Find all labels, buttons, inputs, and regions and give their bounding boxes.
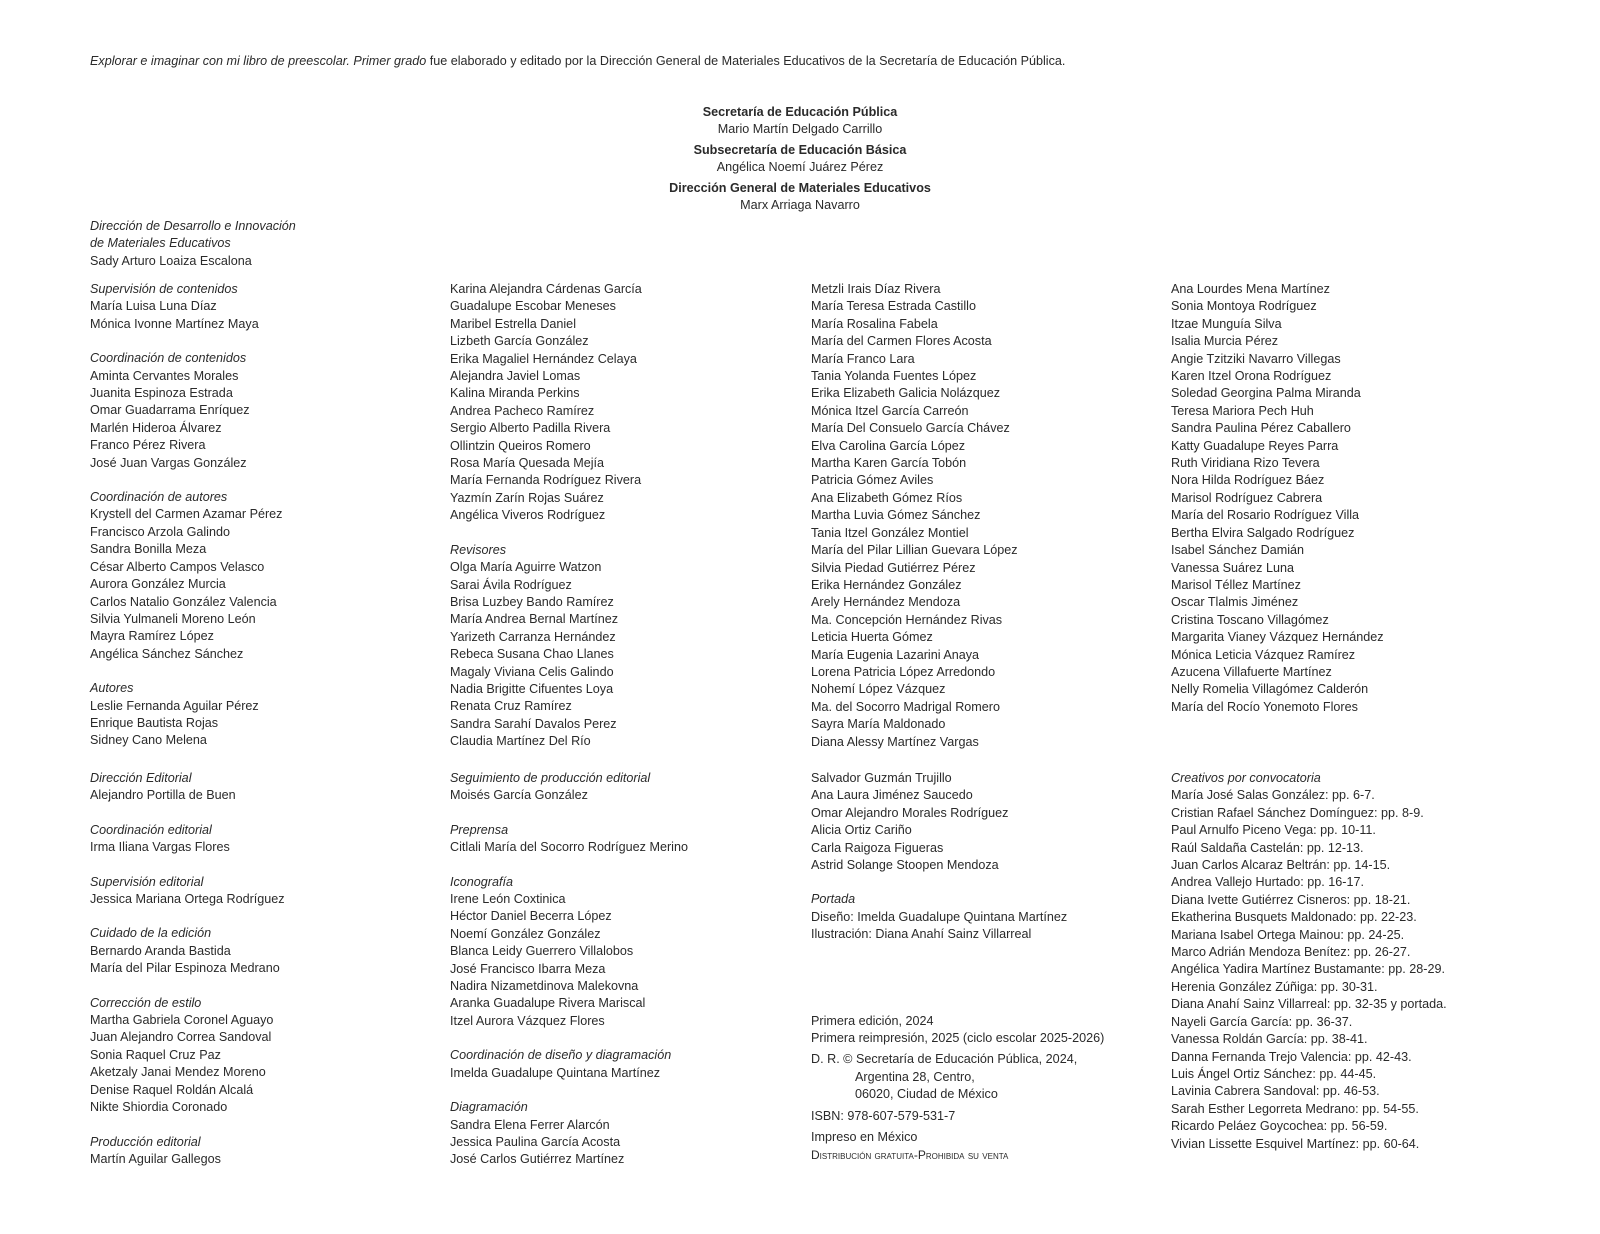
- credit-name: Ana Lourdes Mena Martínez: [1171, 282, 1330, 296]
- credit-name: Alicia Ortiz Cariño: [811, 823, 912, 838]
- credit-name: María Del Consuelo García Chávez: [811, 421, 1010, 436]
- section-title: Creativos por convocatoria: [1171, 771, 1321, 785]
- section-title: Portada: [811, 892, 856, 907]
- credit-name: Sidney Cano Melena: [90, 733, 207, 748]
- credit-name: Mónica Ivonne Martínez Maya: [90, 316, 259, 331]
- credit-name: Vanessa Suárez Luna: [1171, 560, 1294, 575]
- spacer: [450, 1030, 688, 1047]
- credit-name: Claudia Martínez Del Río: [450, 734, 591, 749]
- credits-column-4: [1171, 281, 1384, 716]
- credit-name: Ollintzin Queiros Romero: [450, 438, 591, 453]
- credit-name: Ruth Viridiana Rizo Tevera: [1171, 456, 1320, 471]
- credit-name: Enrique Bautista Rojas: [90, 715, 219, 730]
- credit-name: María José Salas González: pp. 6-7.: [1171, 788, 1375, 803]
- credit-name: Brisa Luzbey Bando Ramírez: [450, 594, 614, 609]
- credit-name: Andrea Vallejo Hurtado: pp. 16-17.: [1171, 875, 1364, 890]
- spacer: [450, 1082, 688, 1099]
- credit-name: Elva Carolina García López: [811, 438, 966, 453]
- intro-text: fue elaborado y editado por la Dirección General de Materiales Educativos de la Secretaría de Educación Pública.: [426, 54, 1066, 68]
- credit-name: César Alberto Campos Velasco: [90, 559, 265, 574]
- section-title: de Materiales Educativos: [90, 236, 231, 251]
- credit-name: Sandra Bonilla Meza: [90, 542, 207, 557]
- credit-name: Martín Aguilar Gallegos: [90, 1151, 221, 1166]
- credit-name: Angélica Yadira Martínez Bustamante: pp. 28-29.: [1171, 962, 1445, 977]
- credit-name: Sonia Raquel Cruz Paz: [90, 1047, 221, 1062]
- credit-name: Sarai Ávila Rodríguez: [450, 577, 572, 592]
- credit-name: Bertha Elvira Salgado Rodríguez: [1171, 525, 1355, 540]
- bottom-credits-column-2: [450, 770, 688, 1169]
- credit-name: Diana Anahí Sainz Villarreal: pp. 32-35 y portada.: [1171, 997, 1447, 1012]
- credit-name: Olga María Aguirre Watzon: [450, 560, 602, 575]
- section-title: Dirección de Desarrollo e Innovación: [90, 219, 296, 233]
- section-title: Supervisión de contenidos: [90, 282, 238, 296]
- credit-name: Sarah Esther Legorreta Medrano: pp. 54-55.: [1171, 1101, 1419, 1116]
- credit-name: Martha Gabriela Coronel Aguayo: [90, 1013, 274, 1028]
- credit-name: Carla Raigoza Figueras: [811, 840, 944, 855]
- credit-name: Karina Alejandra Cárdenas García: [450, 282, 642, 296]
- credit-name: Alejandra Javiel Lomas: [450, 369, 581, 384]
- credit-name: José Carlos Gutiérrez Martínez: [450, 1152, 625, 1167]
- credit-name: Franco Pérez Rivera: [90, 438, 206, 453]
- credit-name: Sonia Montoya Rodríguez: [1171, 299, 1317, 314]
- credit-name: Nadira Nizametdinova Malekovna: [450, 979, 639, 994]
- spacer: [90, 472, 282, 489]
- credit-name: Irene León Coxtinica: [450, 892, 566, 907]
- credit-name: María del Pilar Espinoza Medrano: [90, 961, 280, 976]
- credit-name: Leslie Fernanda Aguilar Pérez: [90, 698, 259, 713]
- spacer: [90, 805, 285, 822]
- credit-name: Magaly Viviana Celis Galindo: [450, 664, 614, 679]
- bottom-credits-column-4: [1171, 770, 1447, 1153]
- credit-name: Jessica Mariana Ortega Rodríguez: [90, 892, 285, 907]
- credit-name: Sady Arturo Loaiza Escalona: [90, 253, 252, 268]
- credit-name: María del Rocío Yonemoto Flores: [1171, 699, 1358, 714]
- credit-name: Aurora González Murcia: [90, 577, 226, 592]
- org-name: Subsecretaría de Educación Básica: [693, 142, 907, 157]
- credit-name: Nayeli García García: pp. 36-37.: [1171, 1014, 1353, 1029]
- credit-name: Vivian Lissette Esquivel Martínez: pp. 60-64.: [1171, 1136, 1420, 1151]
- credit-name: Metzli Irais Díaz Rivera: [811, 282, 941, 296]
- credit-name: Martha Luvia Gómez Sánchez: [811, 508, 981, 523]
- credit-name: Margarita Vianey Vázquez Hernández: [1171, 630, 1384, 645]
- credit-name: Ilustración: Diana Anahí Sainz Villarreal: [811, 927, 1032, 942]
- credit-name: Aketzaly Janai Mendez Moreno: [90, 1065, 266, 1080]
- credit-name: María Rosalina Fabela: [811, 316, 938, 331]
- credit-name: Tania Yolanda Fuentes López: [811, 369, 977, 384]
- credit-name: María Teresa Estrada Castillo: [811, 299, 976, 314]
- credit-name: Omar Alejandro Morales Rodríguez: [811, 805, 1009, 820]
- credit-name: Ma. Concepción Hernández Rivas: [811, 612, 1003, 627]
- spacer: [90, 908, 285, 925]
- credit-name: Aranka Guadalupe Rivera Mariscal: [450, 996, 646, 1011]
- section-title: Cuidado de la edición: [90, 926, 212, 941]
- spacer: [811, 944, 1104, 1013]
- credit-name: Yazmín Zarín Rojas Suárez: [450, 490, 604, 505]
- credit-name: Salvador Guzmán Trujillo: [811, 771, 952, 785]
- credit-name: Denise Raquel Roldán Alcalá: [90, 1082, 254, 1097]
- credit-name: Ana Laura Jiménez Saucedo: [811, 788, 973, 803]
- credit-name: Angélica Viveros Rodríguez: [450, 508, 606, 523]
- credit-name: María Andrea Bernal Martínez: [450, 612, 618, 627]
- credit-name: Lizbeth García González: [450, 334, 589, 349]
- credit-name: José Juan Vargas González: [90, 455, 247, 470]
- credit-name: Juan Carlos Alcaraz Beltrán: pp. 14-15.: [1171, 858, 1391, 873]
- copyright-line: Argentina 28, Centro,: [855, 1069, 975, 1084]
- credit-name: Sandra Elena Ferrer Alarcón: [450, 1117, 610, 1132]
- section-title: Coordinación de autores: [90, 490, 228, 505]
- credit-name: Karen Itzel Orona Rodríguez: [1171, 369, 1332, 384]
- credit-name: Lorena Patricia López Arredondo: [811, 664, 996, 679]
- credits-column-3: [811, 281, 1018, 751]
- credit-name: Angie Tzitziki Navarro Villegas: [1171, 351, 1341, 366]
- spacer: [90, 333, 282, 350]
- credit-name: Raúl Saldaña Castelán: pp. 12-13.: [1171, 840, 1364, 855]
- section-title: Dirección Editorial: [90, 771, 192, 785]
- credit-name: Rebeca Susana Chao Llanes: [450, 647, 614, 662]
- isbn: ISBN: 978-607-579-531-7: [811, 1108, 956, 1123]
- credit-name: Luis Ángel Ortiz Sánchez: pp. 44-45.: [1171, 1066, 1377, 1081]
- spacer: [90, 978, 285, 995]
- org-name: Dirección General de Materiales Educativos: [669, 180, 931, 195]
- credit-name: Nelly Romelia Villagómez Calderón: [1171, 682, 1369, 697]
- credit-name: Héctor Daniel Becerra López: [450, 909, 612, 924]
- credit-name: Marisol Téllez Martínez: [1171, 577, 1301, 592]
- credit-name: Soledad Georgina Palma Miranda: [1171, 386, 1361, 401]
- credit-name: Vanessa Roldán García: pp. 38-41.: [1171, 1032, 1368, 1047]
- spacer: [450, 805, 688, 822]
- credit-name: Diana Alessy Martínez Vargas: [811, 734, 979, 749]
- credit-name: Noemí González González: [450, 926, 601, 941]
- credit-name: Primera edición, 2024: [811, 1013, 934, 1028]
- credit-name: Blanca Leidy Guerrero Villalobos: [450, 944, 634, 959]
- credit-name: Teresa Mariora Pech Huh: [1171, 403, 1314, 418]
- section-title: Revisores: [450, 542, 506, 557]
- credit-name: María Eugenia Lazarini Anaya: [811, 647, 980, 662]
- credit-name: Cristina Toscano Villagómez: [1171, 612, 1329, 627]
- credit-name: Tania Itzel González Montiel: [811, 525, 969, 540]
- org-head: Mario Martín Delgado Carrillo: [717, 122, 883, 137]
- credit-name: Sandra Sarahí Davalos Perez: [450, 716, 617, 731]
- credit-name: Ricardo Peláez Goycochea: pp. 56-59.: [1171, 1119, 1388, 1134]
- credit-name: Arely Hernández Mendoza: [811, 595, 961, 610]
- copyright-line: D. R. © Secretaría de Educación Pública, 2024,: [811, 1052, 1078, 1067]
- credit-name: Alejandro Portilla de Buen: [90, 788, 236, 803]
- credit-name: Mayra Ramírez López: [90, 629, 214, 644]
- section-title: Preprensa: [450, 822, 509, 837]
- credit-name: Irma Iliana Vargas Flores: [90, 840, 230, 855]
- credit-name: Maribel Estrella Daniel: [450, 316, 576, 331]
- credit-name: María Franco Lara: [811, 351, 915, 366]
- credit-name: José Francisco Ibarra Meza: [450, 961, 606, 976]
- spacer: [450, 525, 642, 542]
- credit-name: Cristian Rafael Sánchez Domínguez: pp. 8-9.: [1171, 805, 1424, 820]
- spacer: [90, 1117, 285, 1134]
- credit-name: Marlén Hideroa Álvarez: [90, 420, 222, 435]
- credit-name: Astrid Solange Stoopen Mendoza: [811, 858, 999, 873]
- credits-column-1: [90, 281, 282, 750]
- credit-name: Danna Fernanda Trejo Valencia: pp. 42-43.: [1171, 1049, 1412, 1064]
- section-title: Iconografía: [450, 874, 514, 889]
- credit-name: Nohemí López Vázquez: [811, 682, 946, 697]
- section-title: Diagramación: [450, 1100, 528, 1115]
- credit-name: Martha Karen García Tobón: [811, 456, 967, 471]
- credit-name: Diana Ivette Gutiérrez Cisneros: pp. 18-21.: [1171, 892, 1411, 907]
- credits-column-2: [450, 281, 642, 751]
- intro-paragraph: [90, 53, 1510, 69]
- credit-name: Krystell del Carmen Azamar Pérez: [90, 507, 283, 522]
- credit-name: Oscar Tlalmis Jiménez: [1171, 595, 1299, 610]
- credit-name: Primera reimpresión, 2025 (ciclo escolar 2025-2026): [811, 1031, 1105, 1046]
- spacer: [90, 663, 282, 680]
- credit-name: Nadia Brigitte Cifuentes Loya: [450, 681, 614, 696]
- section-title: Corrección de estilo: [90, 995, 202, 1010]
- credit-name: Nora Hilda Rodríguez Báez: [1171, 473, 1325, 488]
- credit-name: Sergio Alberto Padilla Rivera: [450, 421, 611, 436]
- credit-name: Rosa María Quesada Mejía: [450, 456, 604, 471]
- credit-name: Angélica Sánchez Sánchez: [90, 646, 244, 661]
- credit-name: Ma. del Socorro Madrigal Romero: [811, 699, 1000, 714]
- credit-name: Marisol Rodríguez Cabrera: [1171, 490, 1323, 505]
- credit-name: Omar Guadarrama Enríquez: [90, 403, 250, 418]
- credit-name: Leticia Huerta Gómez: [811, 630, 933, 645]
- credit-name: Erika Elizabeth Galicia Nolázquez: [811, 386, 1000, 401]
- credit-name: Ekatherina Busquets Maldonado: pp. 22-23.: [1171, 910, 1417, 925]
- credit-name: Bernardo Aranda Bastida: [90, 943, 231, 958]
- book-title: Explorar e imaginar con mi libro de preescolar. Primer grado: [90, 54, 427, 68]
- credit-name: Patricia Gómez Aviles: [811, 473, 934, 488]
- bottom-credits-column-3: [811, 770, 1104, 1164]
- credit-name: Mónica Leticia Vázquez Ramírez: [1171, 647, 1356, 662]
- credit-name: Paul Arnulfo Piceno Vega: pp. 10-11.: [1171, 823, 1376, 838]
- credit-name: Lavinia Cabrera Sandoval: pp. 46-53.: [1171, 1084, 1380, 1099]
- spacer: [90, 857, 285, 874]
- distribution-notice: Distribución gratuita-Prohibida su venta: [811, 1147, 1009, 1162]
- credit-name: Sandra Paulina Pérez Caballero: [1171, 421, 1351, 436]
- section-title: Coordinación de contenidos: [90, 351, 247, 366]
- credit-name: Aminta Cervantes Morales: [90, 368, 239, 383]
- credit-name: Itzel Aurora Vázquez Flores: [450, 1013, 605, 1028]
- copyright-line: 06020, Ciudad de México: [855, 1087, 998, 1102]
- credit-name: Imelda Guadalupe Quintana Martínez: [450, 1065, 661, 1080]
- credit-name: María del Rosario Rodríguez Villa: [1171, 508, 1360, 523]
- credit-name: Carlos Natalio González Valencia: [90, 594, 277, 609]
- credit-name: María Fernanda Rodríguez Rivera: [450, 473, 642, 488]
- credit-name: Juan Alejandro Correa Sandoval: [90, 1030, 272, 1045]
- org-head: Angélica Noemí Juárez Pérez: [716, 160, 884, 175]
- credit-name: Katty Guadalupe Reyes Parra: [1171, 438, 1339, 453]
- section-title: Autores: [90, 681, 134, 696]
- credit-name: María Luisa Luna Díaz: [90, 299, 217, 314]
- bottom-credits-column-1: [90, 770, 285, 1168]
- credit-name: Yarizeth Carranza Hernández: [450, 629, 616, 644]
- credit-name: Mónica Itzel García Carreón: [811, 403, 969, 418]
- spacer: [450, 857, 688, 874]
- credit-name: Nikte Shiordia Coronado: [90, 1100, 228, 1115]
- credit-name: María del Carmen Flores Acosta: [811, 334, 992, 349]
- credit-name: Itzae Munguía Silva: [1171, 316, 1282, 331]
- credit-name: Silvia Piedad Gutiérrez Pérez: [811, 560, 976, 575]
- credit-name: Herenia González Zúñiga: pp. 30-31.: [1171, 979, 1378, 994]
- credit-name: Mariana Isabel Ortega Mainou: pp. 24-25.: [1171, 927, 1405, 942]
- section-title: Supervisión editorial: [90, 874, 204, 889]
- credit-name: Isabel Sánchez Damián: [1171, 543, 1305, 558]
- credit-name: Citlali María del Socorro Rodríguez Merino: [450, 840, 688, 855]
- section-title: Coordinación de diseño y diagramación: [450, 1048, 672, 1063]
- credit-name: Silvia Yulmaneli Moreno León: [90, 611, 256, 626]
- section-title: Producción editorial: [90, 1134, 201, 1149]
- credit-name: Renata Cruz Ramírez: [450, 699, 572, 714]
- credit-name: Ana Elizabeth Gómez Ríos: [811, 490, 963, 505]
- institution-header: [0, 104, 1600, 217]
- credit-name: Azucena Villafuerte Martínez: [1171, 664, 1332, 679]
- credit-name: Andrea Pacheco Ramírez: [450, 403, 595, 418]
- section-title: Coordinación editorial: [90, 822, 212, 837]
- org-name: Secretaría de Educación Pública: [702, 105, 898, 119]
- direction-block: [90, 218, 296, 270]
- credit-name: Guadalupe Escobar Meneses: [450, 299, 616, 314]
- credit-name: Juanita Espinoza Estrada: [90, 386, 233, 401]
- credit-name: Kalina Miranda Perkins: [450, 386, 580, 401]
- credit-name: Francisco Arzola Galindo: [90, 524, 230, 539]
- credit-name: María del Pilar Lillian Guevara López: [811, 543, 1018, 558]
- credit-name: Isalia Murcia Pérez: [1171, 334, 1279, 349]
- printed-in: Impreso en México: [811, 1130, 918, 1145]
- credit-name: Moisés García González: [450, 788, 588, 803]
- org-head: Marx Arriaga Navarro: [740, 198, 860, 213]
- credit-name: Diseño: Imelda Guadalupe Quintana Martínez: [811, 909, 1068, 924]
- spacer: [811, 874, 1104, 891]
- credit-name: Marco Adrián Mendoza Benítez: pp. 26-27.: [1171, 945, 1411, 960]
- section-title: Seguimiento de producción editorial: [450, 771, 651, 785]
- credit-name: Erika Hernández González: [811, 577, 962, 592]
- credit-name: Erika Magaliel Hernández Celaya: [450, 351, 637, 366]
- credit-name: Sayra María Maldonado: [811, 717, 946, 732]
- credit-name: Jessica Paulina García Acosta: [450, 1134, 621, 1149]
